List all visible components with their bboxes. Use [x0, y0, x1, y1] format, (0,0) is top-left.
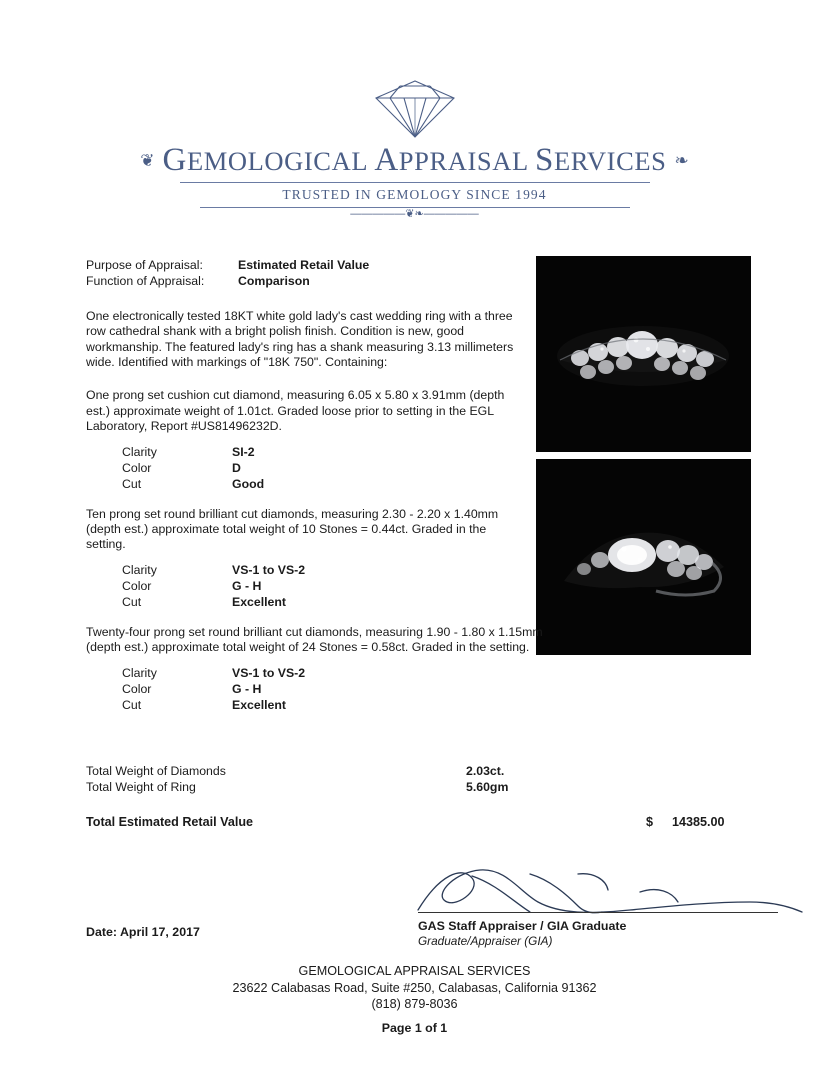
spec-value-clarity: VS-1 to VS-2	[232, 665, 306, 680]
header-tagline: TRUSTED IN GEMOLOGY SINCE 1994	[282, 187, 547, 202]
footer-phone: (818) 879-8036	[371, 997, 458, 1011]
total-weight-ring-row	[86, 780, 746, 796]
purpose-label: Purpose of Appraisal:	[86, 258, 203, 272]
footer-address: 23622 Calabasas Road, Suite #250, Calabasas, California 91362	[232, 980, 597, 995]
ring-photo-top-view	[536, 256, 751, 452]
spec-value-cut: Excellent	[232, 594, 286, 609]
total-weight-ring-label: Total Weight of Ring	[86, 779, 196, 794]
spec-label-color: Color	[122, 460, 152, 475]
spec-label-color: Color	[122, 578, 152, 593]
function-row	[86, 274, 516, 289]
total-weight-diamonds-value: 2.03ct.	[466, 764, 505, 778]
table-row	[122, 682, 305, 698]
total-weight-ring-value: 5.60gm	[466, 779, 509, 794]
spec-value-clarity: VS-1 to VS-2	[232, 562, 306, 577]
table-row	[122, 666, 305, 682]
spec-value-color: D	[232, 460, 241, 475]
signature-line	[418, 912, 778, 913]
totals-section	[86, 764, 746, 795]
right-flourish-icon: ❧	[674, 151, 689, 170]
signature-title: GAS Staff Appraiser / GIA Graduate	[418, 919, 627, 933]
ring-photo-angled-view	[536, 459, 751, 655]
table-row	[122, 595, 305, 611]
description-paragraph-4: Twenty-four prong set round brilliant cut diamonds, measuring 1.90 - 1.80 x 1.15mm (depth est.) approximate total weight of 24 Stones = 0.58ct. Graded in the setting.	[86, 624, 543, 655]
date-label: Date: April 17, 2017	[86, 925, 200, 939]
header-rule-top	[180, 182, 650, 183]
table-row	[122, 461, 264, 477]
table-row	[122, 698, 305, 714]
description-paragraph-1: One electronically tested 18KT white gold lady's cast wedding ring with a three row cathedral shank with a bright polish finish. Condition is new, good workmanship. The featured lady's ring has a shank measuring 3.13 millimeters wide. Identified with markings of "18K 750". Containing:	[86, 308, 514, 370]
grand-total-label: Total Estimated Retail Value	[86, 815, 254, 829]
table-row	[122, 477, 264, 493]
spec-table-ten-stones	[122, 563, 305, 611]
diamond-icon	[360, 78, 470, 140]
grand-total-value: 14385.00	[672, 815, 725, 829]
grand-total-currency: $	[646, 815, 654, 829]
company-name-row	[0, 142, 829, 179]
header-rule-ornament-icon: —————❦❧—————	[350, 208, 479, 220]
spec-value-color: G - H	[232, 578, 262, 593]
function-label: Function of Appraisal:	[86, 274, 205, 289]
spec-value-color: G - H	[232, 681, 262, 696]
grand-total-row	[86, 815, 766, 829]
company-name: GEMOLOGICAL APPRAISAL SERVICES	[162, 142, 667, 178]
function-value: Comparison	[238, 274, 310, 289]
document-footer	[0, 963, 829, 1036]
description-paragraph-3: Ten prong set round brilliant cut diamonds, measuring 2.30 - 2.20 x 1.40mm (depth est.) approximate total weight of 10 Stones = 0.44ct. Graded in the setting.	[86, 506, 499, 552]
description-paragraph-2: One prong set cushion cut diamond, measuring 6.05 x 5.80 x 3.91mm (depth est.) approximate weight of 1.01ct. Graded loose prior to setting in the EGL Laboratory, Report #US81496232D.	[86, 388, 505, 434]
spec-table-cushion-diamond	[122, 445, 264, 493]
total-weight-diamonds-row	[86, 764, 746, 780]
spec-value-clarity: SI-2	[232, 444, 255, 459]
appraisal-body	[86, 258, 543, 714]
document-header	[0, 78, 829, 218]
spec-label-clarity: Clarity	[122, 444, 157, 459]
spec-value-cut: Excellent	[232, 697, 286, 712]
footer-page-number: Page 1 of 1	[381, 1020, 448, 1035]
table-row	[122, 563, 305, 579]
spec-label-cut: Cut	[122, 594, 142, 609]
spec-table-twentyfour-stones	[122, 666, 305, 714]
spec-label-clarity: Clarity	[122, 665, 157, 680]
spec-label-color: Color	[122, 681, 152, 696]
table-row	[122, 579, 305, 595]
left-flourish-icon: ❦	[140, 151, 155, 170]
total-weight-diamonds-label: Total Weight of Diamonds	[86, 764, 226, 778]
signature-subtitle: Graduate/Appraiser (GIA)	[418, 934, 553, 948]
spec-label-cut: Cut	[122, 697, 142, 712]
spec-label-clarity: Clarity	[122, 562, 157, 577]
spec-label-cut: Cut	[122, 476, 142, 491]
purpose-row	[86, 258, 516, 273]
footer-company: GEMOLOGICAL APPRAISAL SERVICES	[298, 964, 531, 978]
spec-value-cut: Good	[232, 476, 265, 491]
purpose-value: Estimated Retail Value	[238, 258, 370, 272]
table-row	[122, 445, 264, 461]
